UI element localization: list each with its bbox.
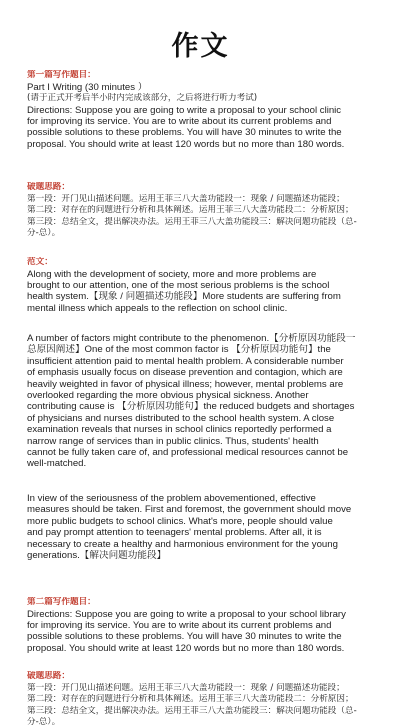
- ideas1-line: 分-总）。: [27, 228, 61, 239]
- essay-p1-line: brought to our attention, one of the most serious problems is the school: [27, 280, 330, 291]
- section1-line: Directions: Suppose you are going to write a proposal to your school clinic: [27, 104, 342, 116]
- ideas2-line: 第三段：总结全文，提出解决办法。运用王菲三八大盖功能段三：解决问题功能段（总-: [27, 705, 357, 716]
- ideas2-line: 第二段：对存在的问题进行分析和具体阐述。运用王菲三八大盖功能段二：分析原因；: [27, 694, 354, 705]
- section2-line: proposal. You should write at least 120 words but no more than 180 words.: [27, 642, 345, 654]
- essay-p2-line: well-matched.: [27, 458, 87, 470]
- essay-p3-line: In view of the seriousness of the problem abovementioned, effective: [27, 493, 316, 504]
- section2-line: for improving its service. You are to write about its current problems and: [27, 620, 332, 631]
- ideas1-line: 第一段：开门见山描述问题。运用王菲三八大盖功能段一：现象 / 问题描述功能段；: [27, 193, 345, 204]
- essay-p1-line: health system.【现象 / 问题描述功能段】More students are suffering from: [27, 291, 341, 303]
- section1-line: possible solutions to these problems. You will have 30 minutes to write the: [27, 127, 342, 139]
- essay-block: [27, 257, 379, 314]
- essay-p2-line: insufficient attention paid to mental health problem. A considerable number: [27, 355, 344, 367]
- ideas1-heading: 破题思路：: [27, 182, 70, 192]
- section1-heading: 第一篇写作题目：: [27, 70, 96, 80]
- essay-p1-line: mental illness which appeals to the reflection on school clinic.: [27, 302, 288, 314]
- essay-p2-line: cannot be fully taken care of, and professional medical resources cannot be: [27, 447, 349, 459]
- page-title: 作文: [171, 31, 230, 62]
- essay-p2-line: A number of factors might contribute to the phenomenon.【分析原因功能段一: [27, 333, 356, 344]
- section2-line: Directions: Suppose you are going to write a proposal to your school library: [27, 608, 346, 620]
- essay-p2-line: of emphasis usually focus on disease prevention and contagion, which are: [27, 367, 343, 379]
- essay-p2-line: narrow range of services than in public clinics. Thus, students' health: [27, 435, 319, 447]
- ideas1-line: 第三段：总结全文，提出解决办法。运用王菲三八大盖功能段三：解决问题功能段（总-: [27, 216, 357, 227]
- section2-heading: 第二篇写作题目：: [27, 597, 96, 607]
- essay-p3-block: [27, 493, 379, 561]
- essay-p2-line: examination reveals that nurses in school clinics reportedly performed a: [27, 424, 332, 436]
- section2-line: possible solutions to these problems. You will have 30 minutes to write the: [27, 631, 342, 643]
- ideas1-line: 第二段：对存在的问题进行分析和具体阐述。运用王菲三八大盖功能段二：分析原因；: [27, 205, 354, 216]
- section1-block: [27, 70, 379, 150]
- ideas2-line: 分-总）。: [27, 717, 61, 727]
- section1-line: Part I Writing (30 minutes ）: [27, 81, 148, 93]
- essay-p2-block: [27, 333, 379, 470]
- essay-p3-line: and pay prompt attention to teenagers' mental problems. After all, it is: [27, 527, 322, 539]
- section2-block: [27, 597, 379, 654]
- essay-p3-line: necessary to create a healthy and harmonious environment for the young: [27, 538, 338, 550]
- essay-p3-line: generations.【解决问题功能段】: [27, 550, 167, 562]
- section1-line: (请于正式开考后半小时内完成该部分，之后将进行听力考试): [27, 93, 258, 103]
- essay-p3-line: measures should be taken. First and foremost, the government should move: [27, 504, 352, 516]
- essay-p2-line: heavily weighted in favor of physical illness; however, mental problems are: [27, 378, 344, 390]
- essay-p2-line: contributing cause is 【分析原因功能句】the reduced budgets and shortages: [27, 401, 355, 413]
- ideas2-line: 第一段：开门见山描述问题。运用王菲三八大盖功能段一：现象 / 问题描述功能段；: [27, 682, 345, 693]
- essay-p2-line: 总原因阐述】One of the most common factor is 【分析原因功能句】the: [27, 344, 331, 356]
- section1-line: for improving its service. You are to write about its current problems and: [27, 116, 332, 127]
- ideas2-heading: 破题思路：: [27, 671, 70, 681]
- essay-p1-line: Along with the development of society, more and more problems are: [27, 268, 317, 280]
- essay-p2-line: overlooked regarding the more obvious physical sickness. Another: [27, 390, 309, 402]
- section1-line: proposal. You should write at least 120 words but no more than 180 words.: [27, 138, 345, 150]
- ideas1-block: [27, 182, 379, 240]
- ideas2-block: [27, 671, 379, 727]
- essay-heading: 范文：: [27, 257, 53, 267]
- essay-p3-line: more public budgets to school clinics. What's more, people should value: [27, 515, 333, 527]
- essay-p2-line: of physicians and nurses distributed to the school health system. A close: [27, 412, 335, 424]
